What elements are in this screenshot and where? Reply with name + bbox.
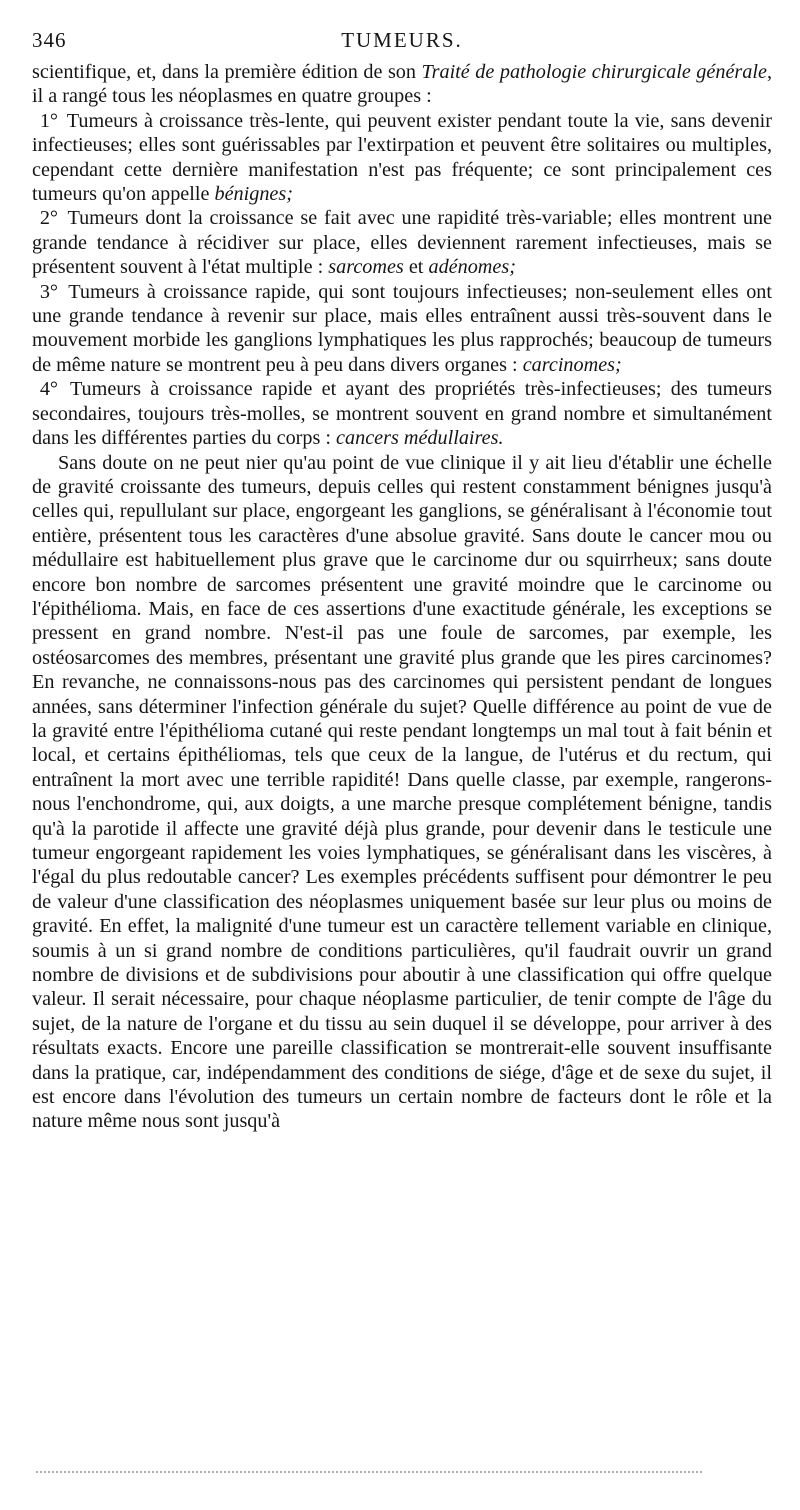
group-item-3 <box>32 280 772 378</box>
group-text: Tumeurs dont la croissance se fait avec une rapidité très-variable; elles montrent une grande tendance à récidiver sur place, elles deviennent rarement infectieuses, mais se présentent souvent à l'état multiple : <box>32 207 772 279</box>
group-number: 4° <box>39 378 58 401</box>
group-number: 3° <box>39 280 58 303</box>
group-item-4 <box>32 377 772 450</box>
group-text: Tumeurs à croissance rapide et ayant des propriétés très-infectieuses; des tumeurs secondaires, toujours très-molles, se montrent souvent en grand nombre et simultanément dans les différentes parties du corps : <box>32 378 773 450</box>
group-text: Tumeurs à croissance très-lente, qui peuvent exister pendant toute la vie, sans devenir infectieuses; elles sont guérissables par l'extirpation et peuvent être solitaires ou multiples, cependant cette dernière manifestation n'est pas fréquente; ce sont principalement ces tumeurs qu'on appelle <box>32 109 772 206</box>
bottom-rule <box>36 1471 702 1473</box>
page-number: 346 <box>32 28 67 52</box>
book-page <box>32 28 772 1134</box>
group-term: carcinomes; <box>522 353 622 376</box>
group-item-2 <box>32 206 772 279</box>
group-term-join: et <box>403 256 429 279</box>
running-title: TUMEURS. <box>341 28 463 52</box>
body-text <box>32 60 772 1134</box>
group-number: 1° <box>39 109 58 132</box>
group-item-1 <box>32 109 772 207</box>
group-term: bénignes; <box>214 183 293 206</box>
discussion-paragraph: Sans doute on ne peut nier qu'au point de vue clinique il y ait lieu d'établir une échelle de gravité croissante des tumeurs, depuis celles qui restent constamment bénignes jusqu'à celles qui, repullulant sur place, engorgeant les ganglions, se généralisant à l'économie tout entière, présentent tous les caractères d'une absolue gravité. Sans doute le cancer mou ou médullaire est habituellement plus grave que le carcinome dur ou squirrheux; sans doute encore bon nombre de sarcomes présentent une gravité moindre que le carcinome ou l'épithélioma. Mais, en face de ces assertions d'une exactitude générale, les exceptions se pressent en grand nombre. N'est-il pas une foule de sarcomes, par exemple, les ostéosarcomes des membres, présentant une gravité plus grande que les pires carcinomes? En revanche, ne connaissons-nous pas des carcinomes qui persistent pendant de longues années, sans déterminer l'infection générale du sujet? Quelle différence au point de vue de la gravité entre l'épithélioma cutané qui reste pendant longtemps un mal tout à fait bénin et local, et certains épithéliomas, tels que ceux de la langue, de l'utérus et du rectum, qui entraînent la mort avec une terrible rapidité! Dans quelle classe, par exemple, rangerons-nous l'enchondrome, qui, aux doigts, a une marche presque complétement bénigne, tandis qu'à la parotide il affecte une gravité déjà plus grande, pour devenir dans le testicule une tumeur engorgeant rapidement les voies lymphatiques, se généralisant dans les viscères, à l'égal du plus redoutable cancer? Les exemples précédents suffisent pour démontrer le peu de valeur d'une classification des néoplasmes uniquement basée sur leur plus ou moins de gravité. En effet, la malignité d'une tumeur est un caractère tellement variable en clinique, soumis à un si grand nombre de conditions particulières, qu'il faudrait ouvrir un grand nombre de divisions et de subdivisions pour aboutir à une classification qui offre quelque valeur. Il serait nécessaire, pour chaque néoplasme particulier, de tenir compte de l'âge du sujet, de la nature de l'organe et du tissu au sein duquel il se développe, pour arriver à des résultats exacts. Encore une pareille classification se montrerait-elle souvent insuffisante dans la pratique, car, indépendamment des conditions de siége, d'âge et de sexe du sujet, il est encore dans l'évolution des tumeurs un certain nombre de facteurs dont le rôle et la nature même nous sont jusqu'à <box>32 451 772 1133</box>
intro-text-after: , il a rangé tous les néoplasmes en quatre groupes : <box>32 61 772 108</box>
group-term: sarcomes <box>328 256 404 279</box>
group-number: 2° <box>39 207 58 230</box>
intro-paragraph <box>32 60 772 109</box>
intro-text-before: scientifique, et, dans la première édition de son <box>32 61 422 83</box>
group-term: cancers médullaires. <box>336 427 504 450</box>
running-head <box>32 28 772 60</box>
group-term-second: adénomes; <box>428 256 516 279</box>
group-text: Tumeurs à croissance rapide, qui sont toujours infectieuses; non-seulement elles ont une grande tendance à revenir sur place, mais elles entraînent aussi très-souvent dans le mouvement morbide les ganglions lymphatiques les plus rapprochés; beaucoup de tumeurs de même nature se montrent peu à peu dans divers organes : <box>32 280 772 376</box>
book-title: Traité de pathologie chirurgicale générale <box>421 61 767 83</box>
